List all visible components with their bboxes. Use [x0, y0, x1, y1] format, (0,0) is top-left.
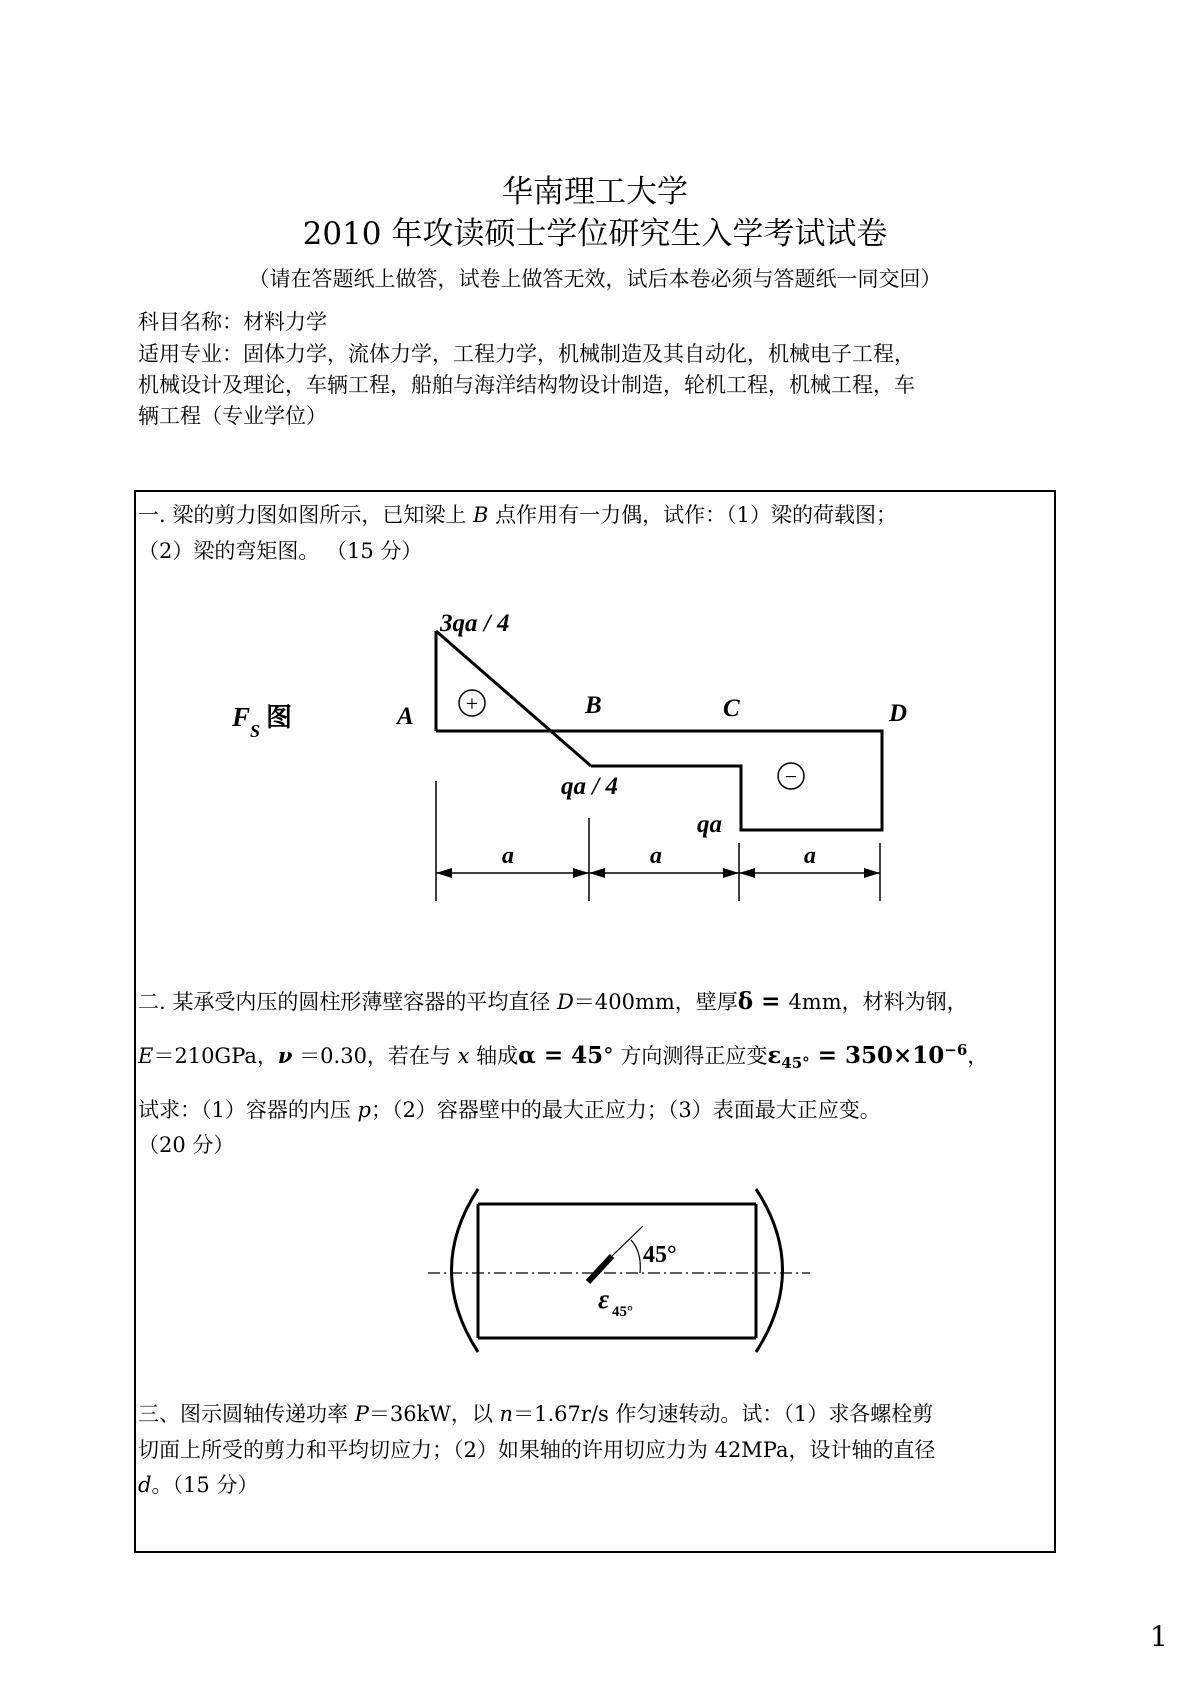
fs-title-sub: S [250, 721, 261, 741]
dim-label-3: a [804, 843, 816, 869]
q3-text: 三、图示圆轴传递功率 [138, 1402, 355, 1426]
q2-text: ， [967, 1044, 989, 1068]
plus-sign: + [465, 691, 479, 716]
q3-line-3 [138, 1469, 258, 1499]
q3-line-1 [138, 1398, 933, 1428]
page-number: 1 [1150, 1620, 1168, 1653]
exam-notice: （请在答题纸上做答，试卷上做答无效，试后本卷必须与答题纸一同交回） [248, 267, 942, 291]
angle-arc [631, 1240, 640, 1273]
fs-title-suffix: 图 [266, 703, 293, 732]
q3-text: ＝36kW，以 [368, 1402, 500, 1426]
q2-text: ＝0.30，若在与 [292, 1044, 458, 1068]
arrow-head [723, 868, 739, 878]
sfd-outline [436, 731, 882, 830]
q1-line-2: （2）梁的弯矩图。 （15 分） [138, 539, 423, 563]
q2-text: 4mm，材料为钢， [788, 990, 968, 1014]
q2-alpha: α = 45 [518, 1042, 604, 1069]
q2-nu: ν [277, 1043, 293, 1068]
vessel-left-cap [452, 1189, 479, 1352]
q2-eps: ε [767, 1042, 782, 1069]
q3-text: 。（15 分） [151, 1473, 259, 1497]
subject-name: 材料力学 [243, 310, 327, 334]
q2-var-e: E [138, 1044, 154, 1068]
q1-text-a: 一. 梁的剪力图如图所示，已知梁上 [138, 503, 474, 527]
q3-var-n: n [499, 1402, 514, 1426]
eps-label-sub: 45° [612, 1304, 633, 1320]
vessel-figure [452, 1189, 783, 1352]
q2-text: ＝210GPa， [153, 1044, 278, 1068]
arrow-head [739, 868, 755, 878]
q2-line-3 [138, 1094, 881, 1124]
q2-line-1 [138, 986, 968, 1016]
label-c-point: C [723, 695, 740, 722]
q2-delta: δ = [737, 988, 789, 1015]
majors-line-3: 辆工程（专业学位） [138, 404, 327, 428]
fs-title-f: F [232, 702, 251, 732]
q2-text: ＝400mm，壁厚 [573, 990, 738, 1014]
exam-title: 2010 年攻读硕士学位研究生入学考试试卷 [302, 216, 888, 252]
dim-label-1: a [502, 843, 514, 869]
angle-label: 45° [643, 1242, 677, 1268]
q2-line-4: （20 分） [138, 1133, 235, 1157]
majors-line-1: 适用专业：固体力学，流体力学，工程力学，机械制造及其自动化，机械电子工程， [138, 342, 915, 366]
label-qa: qa [697, 811, 722, 838]
strain-gauge [588, 1256, 612, 1282]
q3-line-2: 切面上所受的剪力和平均切应力；（2）如果轴的许用切应力为 42MPa，设计轴的直径 [138, 1438, 936, 1462]
subject-label: 科目名称： [138, 310, 243, 334]
label-a-point: A [397, 703, 414, 730]
label-d-point: D [889, 700, 908, 727]
arrow-head [864, 868, 880, 878]
minus-sign: − [784, 764, 798, 789]
label-3qa4: 3qa / 4 [440, 610, 510, 637]
q3-var-p: P [354, 1402, 369, 1426]
q1-var-b: B [473, 503, 489, 527]
label-b-point: B [585, 692, 602, 719]
q2-strain-value: = 350×10 [809, 1042, 945, 1069]
label-qa4: qa / 4 [561, 773, 618, 800]
q2-var-p: p [357, 1098, 371, 1122]
q3-var-d: d [138, 1473, 152, 1497]
dim-label-2: a [650, 843, 662, 869]
arrow-head [573, 868, 589, 878]
q2-degree: ° [603, 1044, 614, 1068]
arrow-head [589, 868, 605, 878]
q2-var-x: x [457, 1044, 470, 1068]
q2-text: 试求：（1）容器的内压 [138, 1098, 358, 1122]
q1-text-b: 点作用有一力偶，试作：（1）梁的荷载图； [488, 503, 898, 527]
q2-line-2 [138, 1040, 988, 1072]
q2-text: 方向测得正应变 [613, 1044, 768, 1068]
q3-text: ＝1.67r/s 作匀速转动。试：（1）求各螺栓剪 [513, 1402, 934, 1426]
arrow-head [436, 868, 452, 878]
q2-strain-exp: −6 [944, 1041, 968, 1059]
vessel-right-cap [756, 1189, 783, 1352]
university-title: 华南理工大学 [502, 174, 688, 210]
eps-label: ε [598, 1284, 610, 1314]
q2-text: 轴成 [469, 1044, 519, 1068]
majors-line-2: 机械设计及理论，车辆工程，船舶与海洋结构物设计制造，轮机工程，机械工程，车 [138, 373, 915, 397]
q2-text: ；（2）容器壁中的最大正应力；（3）表面最大正应变。 [371, 1098, 881, 1122]
q2-text: 二. 某承受内压的圆柱形薄壁容器的平均直径 [138, 990, 558, 1014]
q2-var-d: D [557, 990, 574, 1014]
q2-eps-sub: 45° [781, 1054, 810, 1073]
